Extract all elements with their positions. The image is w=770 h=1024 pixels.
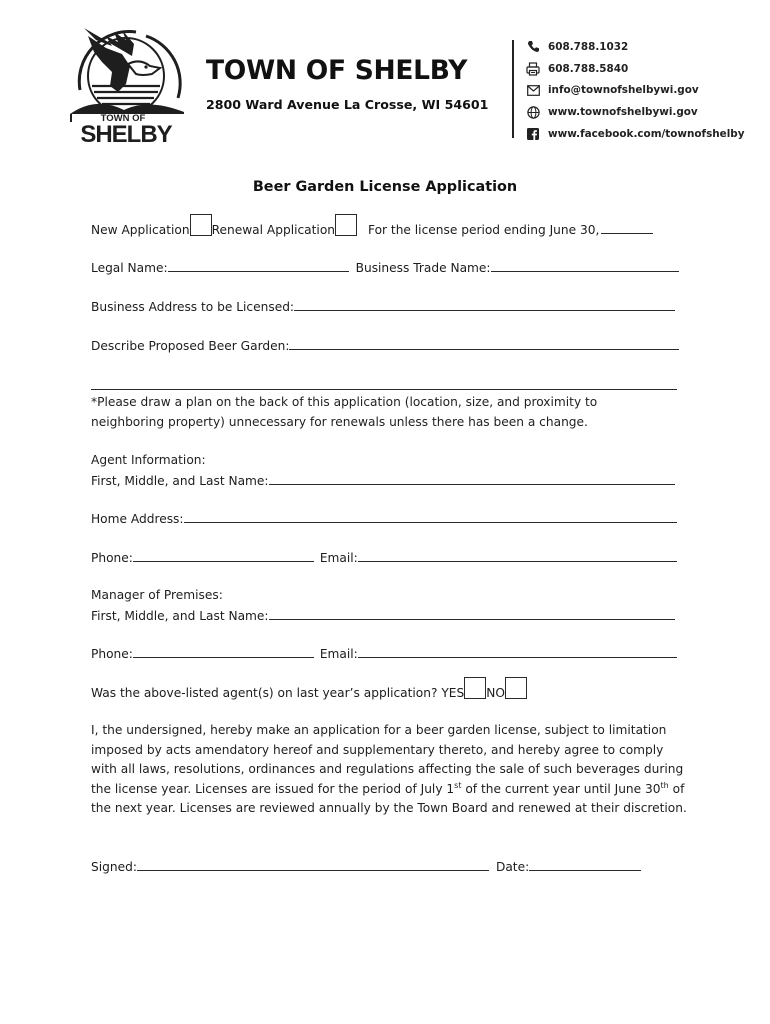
manager-heading: Manager of Premises: bbox=[91, 588, 223, 602]
contact-fax bbox=[526, 58, 744, 80]
contact-list bbox=[526, 36, 744, 145]
agent-email-label: Email: bbox=[319, 551, 358, 565]
describe-field[interactable] bbox=[289, 335, 679, 350]
seal-top-text: TOWN OF bbox=[100, 113, 146, 124]
date-field[interactable] bbox=[529, 856, 641, 871]
license-period-label: For the license period ending June 30, bbox=[368, 223, 600, 237]
manager-contact-row bbox=[91, 643, 679, 661]
business-address-label: Business Address to be Licensed: bbox=[91, 300, 295, 314]
agent-question-row bbox=[91, 677, 679, 700]
email-icon bbox=[526, 83, 540, 97]
date-label: Date: bbox=[495, 860, 530, 874]
seal-bottom-text: SHELBY bbox=[80, 121, 172, 144]
agent-name-label: First, Middle, and Last Name: bbox=[91, 474, 269, 488]
home-address-label: Home Address: bbox=[91, 512, 184, 526]
contact-facebook-text: www.facebook.com/townofshelby bbox=[548, 128, 745, 141]
manager-name-field[interactable] bbox=[269, 605, 675, 620]
describe-field-line-2[interactable] bbox=[91, 389, 677, 390]
town-seal-logo bbox=[66, 26, 188, 144]
agent-contact-row bbox=[91, 547, 679, 565]
fax-icon bbox=[526, 62, 540, 76]
contact-fax-text: 608.788.5840 bbox=[548, 62, 629, 75]
header-divider bbox=[512, 40, 514, 138]
statement-text-1: I, the undersigned, hereby make an application for a beer garden license, subject to limitation imposed by acts amendatory hereof and supplementary thereto, and hereby agree to comply with all laws, resolutions, ordinances and regulations affecting the sale of such beverages during the license year. Licenses are issued for the period of July 1 bbox=[91, 723, 684, 796]
signature-field[interactable] bbox=[137, 856, 489, 871]
contact-email bbox=[526, 80, 744, 102]
renewal-application-label: Renewal Application bbox=[211, 223, 335, 237]
contact-facebook bbox=[526, 123, 744, 145]
renewal-application-checkbox[interactable] bbox=[335, 214, 357, 236]
name-row bbox=[91, 257, 679, 275]
no-checkbox[interactable] bbox=[505, 677, 527, 699]
organization-block bbox=[206, 55, 489, 112]
agent-name-row bbox=[91, 470, 679, 488]
business-address-field[interactable] bbox=[294, 296, 675, 311]
application-type-row bbox=[91, 214, 679, 237]
new-application-checkbox[interactable] bbox=[190, 214, 212, 236]
contact-phone-text: 608.788.1032 bbox=[548, 40, 629, 53]
yes-checkbox[interactable] bbox=[464, 677, 486, 699]
agent-phone-field[interactable] bbox=[133, 547, 314, 562]
license-period-year-field[interactable] bbox=[601, 219, 653, 234]
applicant-statement bbox=[91, 721, 687, 819]
contact-phone bbox=[526, 36, 744, 58]
describe-label: Describe Proposed Beer Garden: bbox=[91, 339, 290, 353]
no-label: NO bbox=[486, 686, 505, 700]
agent-phone-label: Phone: bbox=[91, 551, 133, 565]
contact-email-text: info@townofshelbywi.gov bbox=[548, 84, 699, 97]
globe-icon bbox=[526, 105, 540, 119]
business-address-row bbox=[91, 296, 679, 314]
form-title: Beer Garden License Application bbox=[252, 179, 518, 195]
organization-name: TOWN OF SHELBY bbox=[206, 55, 468, 86]
manager-email-label: Email: bbox=[319, 647, 358, 661]
manager-phone-field[interactable] bbox=[133, 643, 314, 658]
home-address-field[interactable] bbox=[184, 508, 677, 523]
plan-note: *Please draw a plan on the back of this application (location, size, and proximity to neighboring property) unnecessary for renewals unless there has been a change. bbox=[91, 395, 598, 429]
new-application-label: New Application bbox=[91, 223, 190, 237]
agent-name-field[interactable] bbox=[269, 470, 675, 485]
trade-name-field[interactable] bbox=[491, 257, 679, 272]
home-address-row bbox=[91, 508, 679, 526]
statement-text-3: of the next year. Licenses are reviewed annually by the Town Board and renewed at their discretion. bbox=[91, 781, 687, 816]
contact-website-text: www.townofshelbywi.gov bbox=[548, 106, 698, 119]
trade-name-label: Business Trade Name: bbox=[355, 261, 491, 275]
describe-row bbox=[91, 335, 679, 353]
phone-icon bbox=[526, 40, 540, 54]
facebook-icon bbox=[526, 127, 540, 141]
legal-name-label: Legal Name: bbox=[91, 261, 168, 275]
legal-name-field[interactable] bbox=[168, 257, 349, 272]
agent-question-label: Was the above-listed agent(s) on last year’s application? YES bbox=[91, 686, 465, 700]
statement-text-2: of the current year until June 30 bbox=[461, 781, 661, 796]
signed-label: Signed: bbox=[91, 860, 137, 874]
organization-address: 2800 Ward Avenue La Crosse, WI 54601 bbox=[206, 96, 489, 112]
manager-name-row bbox=[91, 605, 679, 623]
manager-name-label: First, Middle, and Last Name: bbox=[91, 609, 269, 623]
agent-email-field[interactable] bbox=[358, 547, 677, 562]
manager-email-field[interactable] bbox=[358, 643, 677, 658]
statement-sup-1: st bbox=[454, 780, 462, 790]
agent-heading: Agent Information: bbox=[91, 453, 206, 467]
signature-row bbox=[91, 856, 679, 874]
contact-website bbox=[526, 101, 744, 123]
statement-sup-2: th bbox=[660, 780, 669, 790]
manager-phone-label: Phone: bbox=[91, 647, 133, 661]
